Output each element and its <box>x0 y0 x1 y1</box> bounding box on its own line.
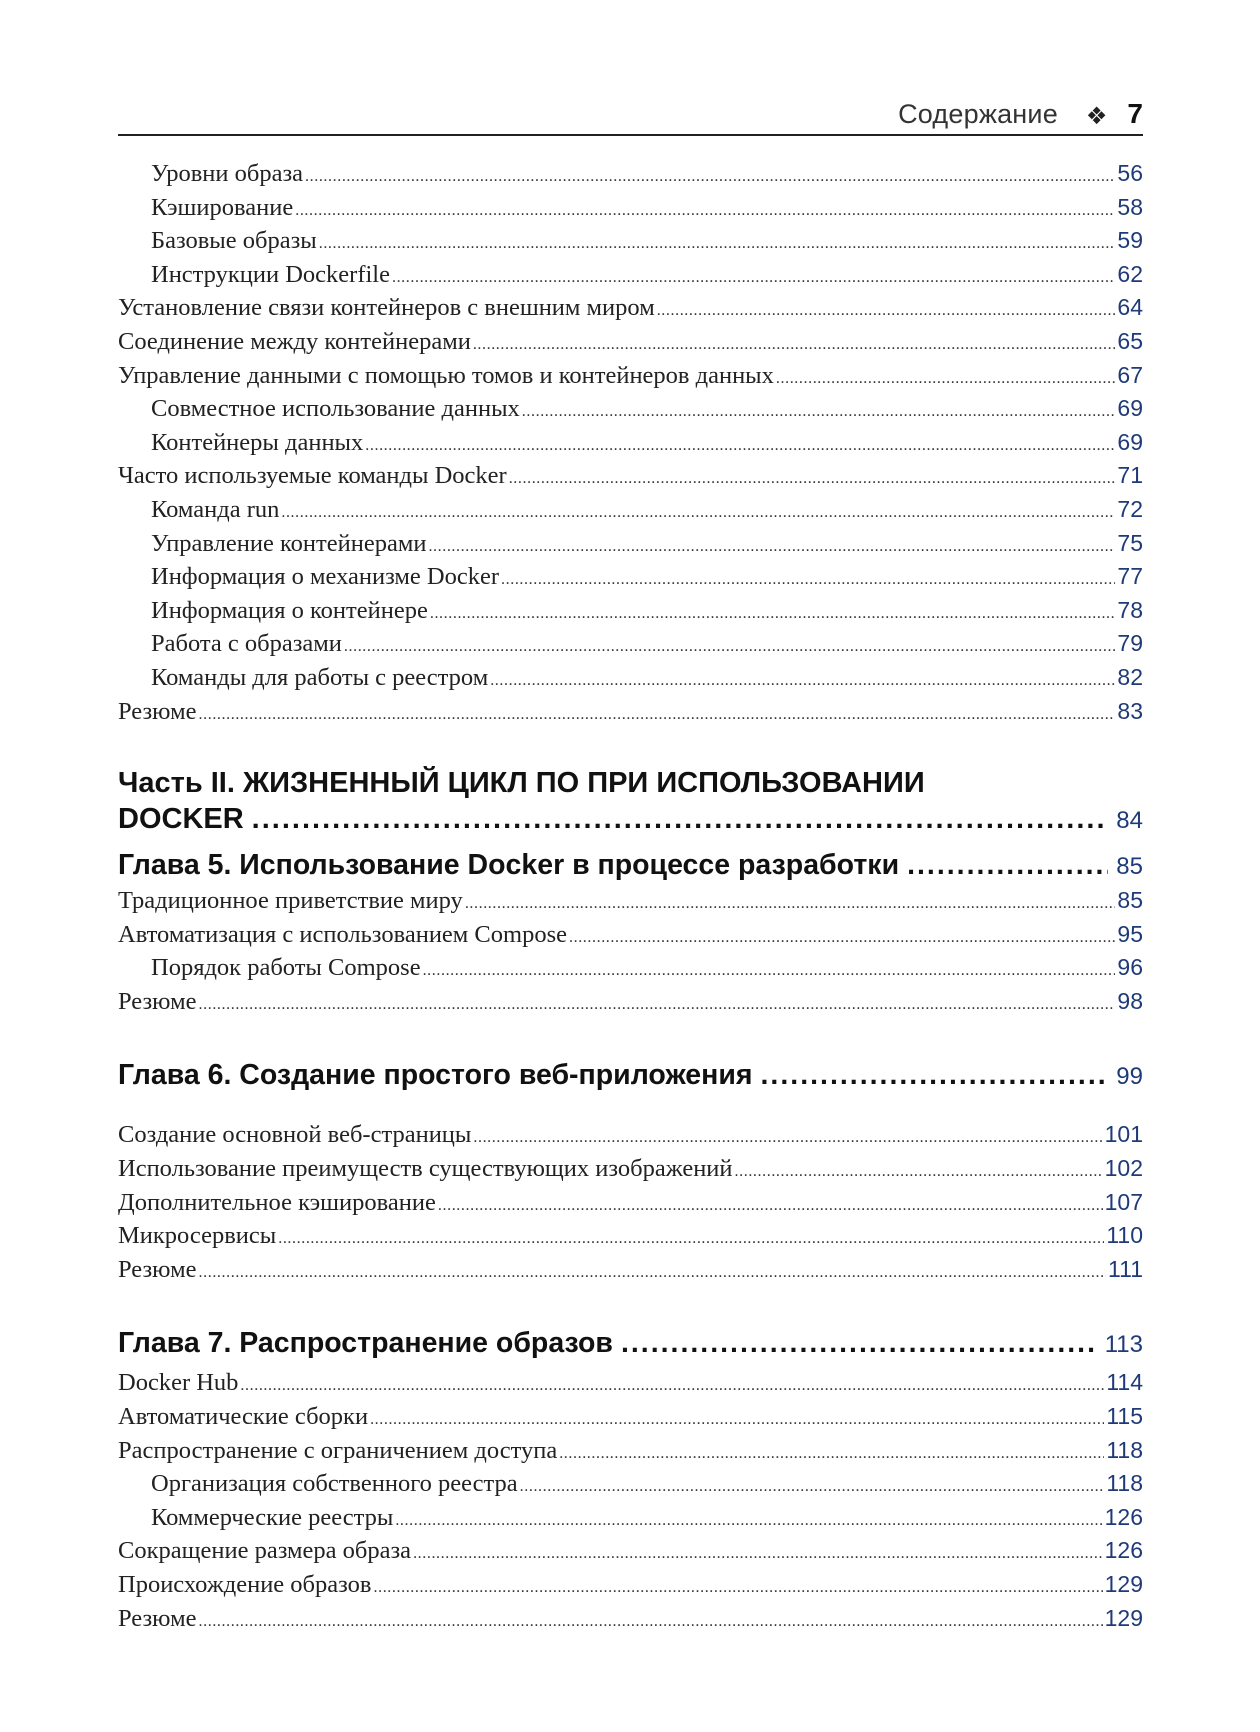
leader-dots <box>395 1512 1102 1530</box>
toc-entry-label: Резюме <box>118 987 197 1015</box>
toc-entry-page: 96 <box>1117 954 1143 981</box>
toc-entry[interactable] <box>118 496 1143 530</box>
toc-entry-page: 101 <box>1104 1121 1143 1148</box>
toc-entry-label: Создание основной веб-страницы <box>118 1121 472 1149</box>
toc-entry[interactable] <box>118 664 1143 698</box>
leader-dots <box>907 845 1108 885</box>
toc-entry-label: Использование преимуществ существующих изображений <box>118 1155 733 1183</box>
leader-dots <box>761 1055 1109 1095</box>
leader-dots <box>509 470 1116 488</box>
toc-entry[interactable] <box>118 1155 1143 1189</box>
leader-dots <box>392 269 1115 287</box>
toc-entry-label: Организация собственного реестра <box>151 1470 518 1498</box>
toc-entry[interactable] <box>118 362 1143 396</box>
toc-entry[interactable] <box>118 887 1143 921</box>
toc-entry[interactable] <box>118 429 1143 463</box>
toc-entry[interactable] <box>118 395 1143 429</box>
toc-entry-page: 98 <box>1117 987 1143 1014</box>
toc-section-continued <box>118 160 1143 731</box>
toc-entry-label: Соединение между контейнерами <box>118 327 471 355</box>
toc-entry-label: Установление связи контейнеров с внешним миром <box>118 294 655 322</box>
leader-dots <box>473 1129 1102 1147</box>
toc-entry[interactable] <box>118 954 1143 988</box>
toc-entry-label: Уровни образа <box>151 160 304 187</box>
toc-entry-label: Резюме <box>118 1255 197 1283</box>
toc-entry-label: Базовые образы <box>151 227 317 255</box>
toc-entry-label: Команда run <box>151 495 280 523</box>
chapter-entries <box>118 887 1143 1021</box>
leader-dots <box>199 996 1116 1014</box>
toc-entry-label: Информация о контейнере <box>151 596 428 624</box>
chapter-entries <box>118 1369 1143 1638</box>
toc-entry[interactable] <box>118 563 1143 597</box>
leader-dots <box>413 1545 1103 1563</box>
toc-entry[interactable] <box>118 1504 1143 1538</box>
toc-entry[interactable] <box>118 1222 1143 1256</box>
leader-dots <box>559 1445 1104 1463</box>
toc-entry[interactable] <box>118 1403 1143 1437</box>
chapter-heading[interactable] <box>118 845 1143 887</box>
toc-entry-label: Традиционное приветствие миру <box>118 887 463 915</box>
toc-entry-label: Работа с образами <box>151 630 342 658</box>
toc-entry-page: 82 <box>1117 663 1143 690</box>
toc-entry-page: 69 <box>1117 428 1143 455</box>
toc-entry-page: 72 <box>1117 495 1143 522</box>
toc-entry-label: Коммерческие реестры <box>151 1503 394 1531</box>
toc-entry[interactable] <box>118 988 1143 1022</box>
toc-entry-label: Контейнеры данных <box>151 428 364 456</box>
toc-entry[interactable] <box>118 328 1143 362</box>
toc-entry-page: 85 <box>1117 887 1143 914</box>
toc-entry-page: 118 <box>1106 1470 1143 1497</box>
toc-entry-page: 102 <box>1104 1155 1143 1182</box>
toc-entry-page: 107 <box>1104 1188 1143 1215</box>
chapter-page-number: 85 <box>1116 853 1143 881</box>
toc-entry-page: 126 <box>1104 1503 1143 1530</box>
leader-dots <box>344 638 1116 656</box>
chapter-heading[interactable] <box>118 1323 1143 1365</box>
leader-dots <box>430 605 1116 623</box>
table-of-contents <box>118 160 1143 1638</box>
toc-entry[interactable] <box>118 1369 1143 1403</box>
toc-entry[interactable] <box>118 530 1143 564</box>
ornament-icon: ❖ <box>1085 102 1108 130</box>
toc-entry-page: 75 <box>1117 529 1143 556</box>
toc-entry[interactable] <box>118 1121 1143 1155</box>
toc-entry-label: Кэширование <box>151 193 294 221</box>
leader-dots <box>473 336 1116 354</box>
toc-entry[interactable] <box>118 1470 1143 1504</box>
leader-dots <box>735 1163 1103 1181</box>
leader-dots <box>776 370 1116 388</box>
toc-entry-page: 95 <box>1117 920 1143 947</box>
toc-entry-page: 77 <box>1117 563 1143 590</box>
leader-dots <box>423 962 1116 980</box>
leader-dots <box>428 538 1115 556</box>
toc-entry[interactable] <box>118 1571 1143 1605</box>
leader-dots <box>295 202 1115 220</box>
toc-entry-page: 78 <box>1117 596 1143 623</box>
toc-entry-label: Резюме <box>118 1604 197 1632</box>
toc-entry-page: 118 <box>1106 1436 1143 1463</box>
toc-entry-label: Сокращение размера образа <box>118 1537 412 1565</box>
part-title-line1: Часть II. ЖИЗНЕННЫЙ ЦИКЛ ПО ПРИ ИСПОЛЬЗОВАНИИ <box>118 767 925 800</box>
chapter-entries <box>118 1121 1143 1289</box>
chapter-title: Глава 5. Использование Docker в процессе разработки <box>118 849 900 882</box>
toc-entry-page: 58 <box>1117 193 1143 220</box>
leader-dots <box>278 1230 1104 1248</box>
toc-entry-page: 59 <box>1117 227 1143 254</box>
part-heading[interactable] <box>118 765 1143 839</box>
chapter-heading[interactable] <box>118 1055 1143 1097</box>
leader-dots <box>465 895 1116 913</box>
toc-entry-page: 69 <box>1117 395 1143 422</box>
toc-entry[interactable] <box>118 462 1143 496</box>
toc-entry[interactable] <box>118 698 1143 732</box>
toc-entry-label: Управление контейнерами <box>151 529 427 557</box>
toc-entry-page: 114 <box>1106 1369 1143 1396</box>
toc-entry-label: Совместное использование данных <box>151 395 520 423</box>
page-number: 7 <box>1127 98 1143 129</box>
toc-entry-page: 56 <box>1117 160 1143 186</box>
toc-entry[interactable] <box>118 261 1143 295</box>
toc-entry-page: 71 <box>1117 462 1143 489</box>
toc-entry-page: 115 <box>1106 1403 1143 1430</box>
leader-dots <box>569 929 1115 947</box>
toc-entry-page: 67 <box>1117 361 1143 388</box>
toc-entry-label: Резюме <box>118 697 197 725</box>
toc-entry-label: Инструкции Dockerfile <box>151 260 390 288</box>
toc-entry-page: 65 <box>1117 327 1143 354</box>
part-title-line2: DOCKER <box>118 803 244 836</box>
toc-entry-label: Дополнительное кэширование <box>118 1188 436 1216</box>
toc-entry-page: 126 <box>1104 1537 1143 1564</box>
leader-dots <box>199 1613 1103 1631</box>
leader-dots <box>281 504 1115 522</box>
toc-entry-page: 62 <box>1117 260 1143 287</box>
toc-entry-label: Docker Hub <box>118 1369 239 1397</box>
toc-entry[interactable] <box>118 194 1143 228</box>
leader-dots <box>252 801 1109 837</box>
leader-dots <box>240 1377 1104 1395</box>
leader-dots <box>438 1197 1103 1215</box>
toc-entry-label: Команды для работы с реестром <box>151 663 489 691</box>
leader-dots <box>520 1478 1105 1496</box>
leader-dots <box>657 302 1116 320</box>
part-page-number: 84 <box>1116 807 1143 835</box>
leader-dots <box>199 1264 1107 1282</box>
leader-dots <box>199 706 1116 724</box>
toc-entry-page: 111 <box>1108 1255 1143 1282</box>
leader-dots <box>522 403 1116 421</box>
toc-entry-page: 129 <box>1104 1604 1143 1631</box>
toc-entry[interactable] <box>118 1605 1143 1639</box>
toc-entry-label: Информация о механизме Docker <box>151 563 500 591</box>
leader-dots <box>305 168 1115 186</box>
running-header <box>118 92 1143 136</box>
chapter-page-number: 99 <box>1116 1063 1143 1091</box>
chapter-page-number: 113 <box>1104 1331 1143 1359</box>
leader-dots <box>621 1323 1097 1363</box>
toc-entry[interactable] <box>118 160 1143 194</box>
toc-entry[interactable] <box>118 1537 1143 1571</box>
toc-entry-label: Автоматические сборки <box>118 1403 369 1431</box>
toc-entry-label: Происхождение образов <box>118 1571 372 1598</box>
toc-entry-label: Распространение с ограничением доступа <box>118 1436 558 1464</box>
toc-entry[interactable] <box>118 921 1143 955</box>
running-header-title: Содержание <box>898 99 1058 129</box>
toc-entry-page: 64 <box>1117 294 1143 321</box>
leader-dots <box>501 571 1115 589</box>
toc-entry-label: Микросервисы <box>118 1222 277 1250</box>
toc-entry[interactable] <box>118 1189 1143 1223</box>
toc-entry-label: Управление данными с помощью томов и контейнеров данных <box>118 361 774 389</box>
toc-entry-page: 79 <box>1117 630 1143 657</box>
toc-entry-label: Часто используемые команды Docker <box>118 462 507 490</box>
toc-entry-page: 110 <box>1106 1222 1143 1249</box>
chapter-title: Глава 6. Создание простого веб-приложения <box>118 1059 753 1092</box>
toc-entry[interactable] <box>118 630 1143 664</box>
toc-entry[interactable] <box>118 597 1143 631</box>
leader-dots <box>374 1579 1103 1597</box>
toc-entry[interactable] <box>118 1256 1143 1290</box>
chapter-title: Глава 7. Распространение образов <box>118 1327 613 1360</box>
toc-entry[interactable] <box>118 227 1143 261</box>
leader-dots <box>319 235 1116 253</box>
toc-entry[interactable] <box>118 294 1143 328</box>
leader-dots <box>365 437 1115 455</box>
toc-entry-page: 129 <box>1104 1571 1143 1597</box>
leader-dots <box>490 672 1115 690</box>
leader-dots <box>370 1411 1104 1429</box>
toc-entry-label: Автоматизация с использованием Compose <box>118 920 567 948</box>
toc-entry-label: Порядок работы Compose <box>151 954 421 982</box>
toc-entry-page: 83 <box>1117 697 1143 724</box>
toc-entry[interactable] <box>118 1437 1143 1471</box>
